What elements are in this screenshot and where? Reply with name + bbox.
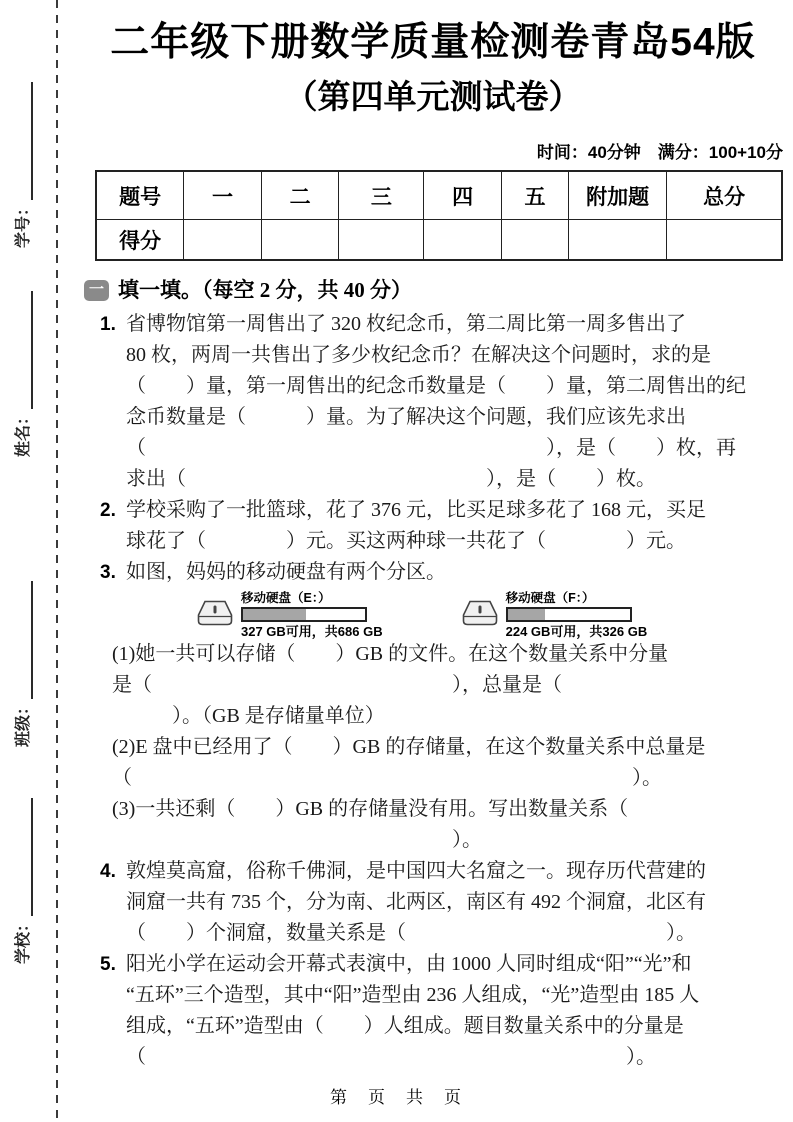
page-footer: 第 页 共 页 <box>330 1088 463 1107</box>
score-empty-cell <box>424 220 502 261</box>
question-body <box>126 856 791 949</box>
score-header-cell: 二 <box>261 171 339 220</box>
score-header-cell: 五 <box>501 171 568 220</box>
question-number: 4. <box>100 861 116 883</box>
question-line: 学校采购了一批篮球，花了 376 元，比买足球多花了 168 元，买足 <box>126 499 706 522</box>
question-4 <box>100 856 791 949</box>
score-empty-cell <box>339 220 424 261</box>
score-empty-cell <box>667 220 782 261</box>
question-line: 省博物馆第一周售出了 320 枚纪念币，第二周比第一周多售出了 <box>126 313 686 336</box>
hard-drive-icon <box>461 600 499 636</box>
drive-capacity-bar <box>506 607 632 622</box>
score-header-cell: 题号 <box>96 171 184 220</box>
student-id-label: 学号： <box>15 200 32 249</box>
drive-used-fill <box>508 609 546 620</box>
subpart-line: (3)一共还剩（ ）GB 的存储量没有用。写出数量关系（ <box>112 798 629 821</box>
class-field <box>7 581 33 751</box>
section-title: 填一填。（每空 2 分，共 40 分） <box>118 278 412 303</box>
question-line: （ ）个洞窟，数量关系是（ ）。 <box>126 922 696 945</box>
question-line: 组成，“五环”造型由（ ）人组成。题目数量关系中的分量是 <box>126 1015 684 1038</box>
question-1 <box>100 309 791 495</box>
section-one-header <box>84 276 791 304</box>
question-number: 3. <box>100 562 116 584</box>
binding-dashed-line <box>56 0 58 1122</box>
drive-info <box>241 591 383 639</box>
school-field <box>7 798 33 968</box>
section-number-badge: 一 <box>84 280 109 301</box>
question-line: 洞窟一共有 735 个，分为南、北两区，南区有 492 个洞窟，北区有 <box>126 891 706 914</box>
subpart-line: (2)E 盘中已经用了（ ）GB 的存储量，在这个数量关系中总量是 <box>112 736 706 759</box>
score-header-cell: 三 <box>339 171 424 220</box>
subpart-line: （ ）。 <box>112 767 662 790</box>
question-line: 80 枚，两周一共售出了多少枚纪念币？在解决这个问题时，求的是 <box>126 344 711 367</box>
question-number: 2. <box>100 500 116 522</box>
question-line: （ ），是（ ）枚，再 <box>126 437 736 460</box>
time-and-score-info: 时间：40分钟 满分：100+10分 <box>536 143 783 163</box>
subpart-line: (1)她一共可以存储（ ）GB 的文件。在这个数量关系中分量 <box>112 643 669 666</box>
question-line: 球花了（ ）元。买这两种球一共花了（ ）元。 <box>126 530 686 553</box>
school-blank-line <box>13 798 33 916</box>
question-list <box>100 309 791 1073</box>
student-name-blank-line <box>13 291 33 409</box>
student-id-blank-line <box>13 82 33 200</box>
drive-info <box>506 591 648 639</box>
question-3-subparts <box>112 639 791 856</box>
question-line: 敦煌莫高窟，俗称千佛洞，是中国四大名窟之一。现存历代营建的 <box>126 860 706 883</box>
question-line: （ ）。 <box>126 1046 656 1069</box>
drive-name: 移动硬盘（E：） <box>241 591 331 606</box>
score-empty-cell <box>184 220 262 261</box>
question-line: “五环”三个造型，其中“阳”造型由 236 人组成，“光”造型由 185 人 <box>126 984 700 1007</box>
hard-drive-figure <box>196 591 791 640</box>
subpart-line: 是（ ），总量是（ <box>112 674 562 697</box>
question-body <box>126 309 791 495</box>
question-2 <box>100 495 791 557</box>
question-body <box>126 949 791 1073</box>
drive-used-fill <box>243 609 306 620</box>
school-label: 学校： <box>15 916 32 965</box>
score-header-cell: 一 <box>184 171 262 220</box>
student-id-field <box>7 82 33 252</box>
score-header-cell: 四 <box>424 171 502 220</box>
class-label: 班级： <box>15 699 32 748</box>
score-header-cell: 附加题 <box>569 171 667 220</box>
drive-capacity-bar <box>241 607 367 622</box>
score-table-score-row <box>96 220 782 261</box>
question-body <box>126 495 791 557</box>
score-empty-cell <box>501 220 568 261</box>
page-subtitle: （第四单元测试卷） <box>284 77 582 115</box>
question-line: （ ）量，第一周售出的纪念币数量是（ ）量，第二周售出的纪 <box>126 375 746 398</box>
question-number: 1. <box>100 314 116 336</box>
question-3 <box>100 557 791 856</box>
drive-name: 移动硬盘（F：） <box>505 591 595 606</box>
drive-usage-text: 327 GB可用，共686 GB <box>241 624 383 640</box>
drive-e-panel <box>196 591 383 640</box>
question-5 <box>100 949 791 1073</box>
question-body <box>112 557 791 856</box>
hard-drive-icon <box>196 600 234 636</box>
drive-usage-text: 224 GB可用，共326 GB <box>505 624 648 640</box>
score-empty-cell <box>569 220 667 261</box>
score-table <box>95 170 783 261</box>
subpart-line: ）。（GB 是存储量单位） <box>112 705 385 728</box>
score-empty-cell <box>261 220 339 261</box>
question-line: 求出（ ），是（ ）枚。 <box>126 468 656 491</box>
score-row-label: 得分 <box>96 220 184 261</box>
question-number: 5. <box>100 954 116 976</box>
question-line: 念币数量是（ ）量。为了解决这个问题，我们应该先求出 <box>126 406 686 429</box>
student-name-label: 姓名： <box>15 409 32 458</box>
drive-f-panel <box>461 591 648 640</box>
subpart-line: ）。 <box>112 829 482 852</box>
question-line: 阳光小学在运动会开幕式表演中，由 1000 人同时组成“阳”“光”和 <box>126 953 692 976</box>
class-blank-line <box>13 581 33 699</box>
student-name-field <box>7 291 33 461</box>
question-line: 如图，妈妈的移动硬盘有两个分区。 <box>126 561 446 584</box>
score-header-cell: 总分 <box>667 171 782 220</box>
main-content <box>75 0 791 1073</box>
score-table-header-row <box>96 171 782 220</box>
page-title: 二年级下册数学质量检测卷青岛54版 <box>110 21 756 64</box>
